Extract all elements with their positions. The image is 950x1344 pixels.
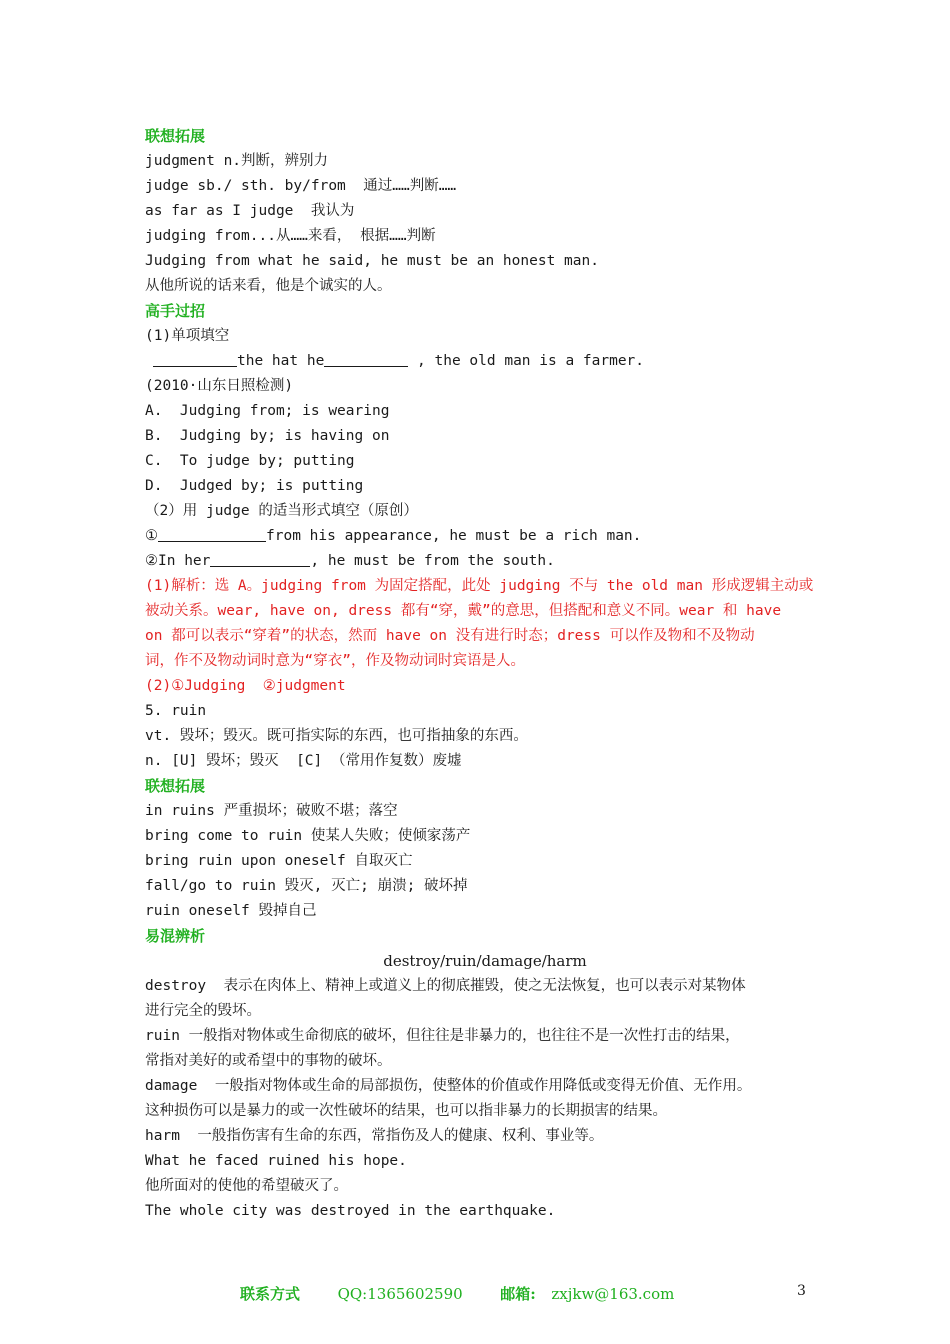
section-heading-association-1: 联想拓展 [145,127,206,145]
answer-blank [324,350,408,367]
fill-question-2 [145,549,825,574]
section-heading-confusable: 易混辨析 [145,927,206,945]
contact-label: 联系方式 [240,1285,301,1303]
text-line: as far as I judge 我认为 [145,203,355,219]
text-line: vt. 毁坏；毁灭。既可指实际的东西，也可指抽象的东西。 [145,728,528,744]
question-source: (2010·山东日照检测) [145,378,294,394]
text-line: in ruins 严重损坏；破败不堪；落空 [145,803,398,819]
text-line: 常指对美好的或希望中的事物的破坏。 [145,1053,392,1069]
text-line: ruin 一般指对物体或生命彻底的破坏，但往往是非暴力的，也往往不是一次性打击的结果， [145,1028,740,1044]
email-label: 邮箱: [500,1285,536,1303]
word-entry-title: 5. ruin [145,703,207,719]
fill-marker: ① [145,528,158,544]
section-heading-association-2: 联想拓展 [145,777,206,795]
answer-blank [158,525,266,542]
section-heading-exercises: 高手过招 [145,302,206,320]
option-d: D. Judged by; is putting [145,478,364,494]
example-sentence: What he faced ruined his hope. [145,1153,407,1169]
question-part-1: the hat he [237,353,325,369]
question-part-2: , the old man is a farmer. [408,353,645,369]
answer-line: 词，作不及物动词时意为“穿衣”，作及物动词时宾语是人。 [145,653,525,669]
answer-line: (2)①Judging ②judgment [145,678,346,694]
option-a: A. Judging from; is wearing [145,403,390,419]
answer-line: 被动关系。wear, have on, dress 都有“穿，戴”的意思，但搭配和意义不同。wear 和 have [145,603,782,619]
text-line: 这种损伤可以是暴力的或一次性破坏的结果，也可以指非暴力的长期损害的结果。 [145,1103,667,1119]
qq-number: QQ:1365602590 [337,1285,463,1303]
option-c: C. To judge by; putting [145,453,355,469]
answer-line: on 都可以表示“穿着”的状态，然而 have on 没有进行时态；dress 可以作及物和不及物动 [145,628,755,644]
text-line: judgment n.判断，辨别力 [145,153,329,169]
text-line: destroy 表示在肉体上、精神上或道义上的彻底摧毁，使之无法恢复，也可以表示对某物体 [145,978,746,994]
exercise-subtitle-2: （2）用 judge 的适当形式填空（原创） [145,503,418,519]
page-number: 3 [797,1283,806,1299]
email-address: zxjkw@163.com [551,1285,675,1303]
text-line: 进行完全的毁坏。 [145,1003,261,1019]
fill-question-1 [145,524,825,549]
option-b: B. Judging by; is having on [145,428,390,444]
fill-text-start: ②In her [145,553,211,569]
text-line: Judging from what he said, he must be an honest man. [145,253,599,269]
answer-line: (1)解析：选 A。judging from 为固定搭配，此处 judging 不与 the old man 形成逻辑主动或 [145,578,814,594]
comparison-title: destroy/ruin/damage/harm [383,952,587,970]
exercise-subtitle-1: (1)单项填空 [145,328,230,344]
question-line [145,349,825,374]
text-line: damage 一般指对物体或生命的局部损伤，使整体的价值或作用降低或变得无价值、无作用。 [145,1078,752,1094]
text-line: n. [U] 毁坏；毁灭 [C] （常用作复数）废墟 [145,753,462,769]
text-line: ruin oneself 毁掉自己 [145,903,317,919]
text-line: bring ruin upon oneself 自取灭亡 [145,853,413,869]
text-line: judge sb./ sth. by/from 通过……判断…… [145,178,457,194]
example-sentence: The whole city was destroyed in the earthquake. [145,1203,556,1219]
text-line: 从他所说的话来看，他是个诚实的人。 [145,278,392,294]
page-content [145,124,825,1224]
text-line: harm 一般指伤害有生命的东西，常指伤及人的健康、权利、事业等。 [145,1128,604,1144]
fill-text: from his appearance, he must be a rich man. [266,528,642,544]
text-line: fall/go to ruin 毁灭, 灭亡; 崩溃; 破坏掉 [145,878,468,894]
answer-blank [153,350,237,367]
fill-text: , he must be from the south. [310,553,555,569]
page-footer [240,1283,674,1304]
answer-blank [210,550,310,567]
text-line: bring come to ruin 使某人失败；使倾家荡产 [145,828,471,844]
text-line: judging from...从……来看， 根据……判断 [145,228,436,244]
example-translation: 他所面对的使他的希望破灭了。 [145,1178,348,1194]
